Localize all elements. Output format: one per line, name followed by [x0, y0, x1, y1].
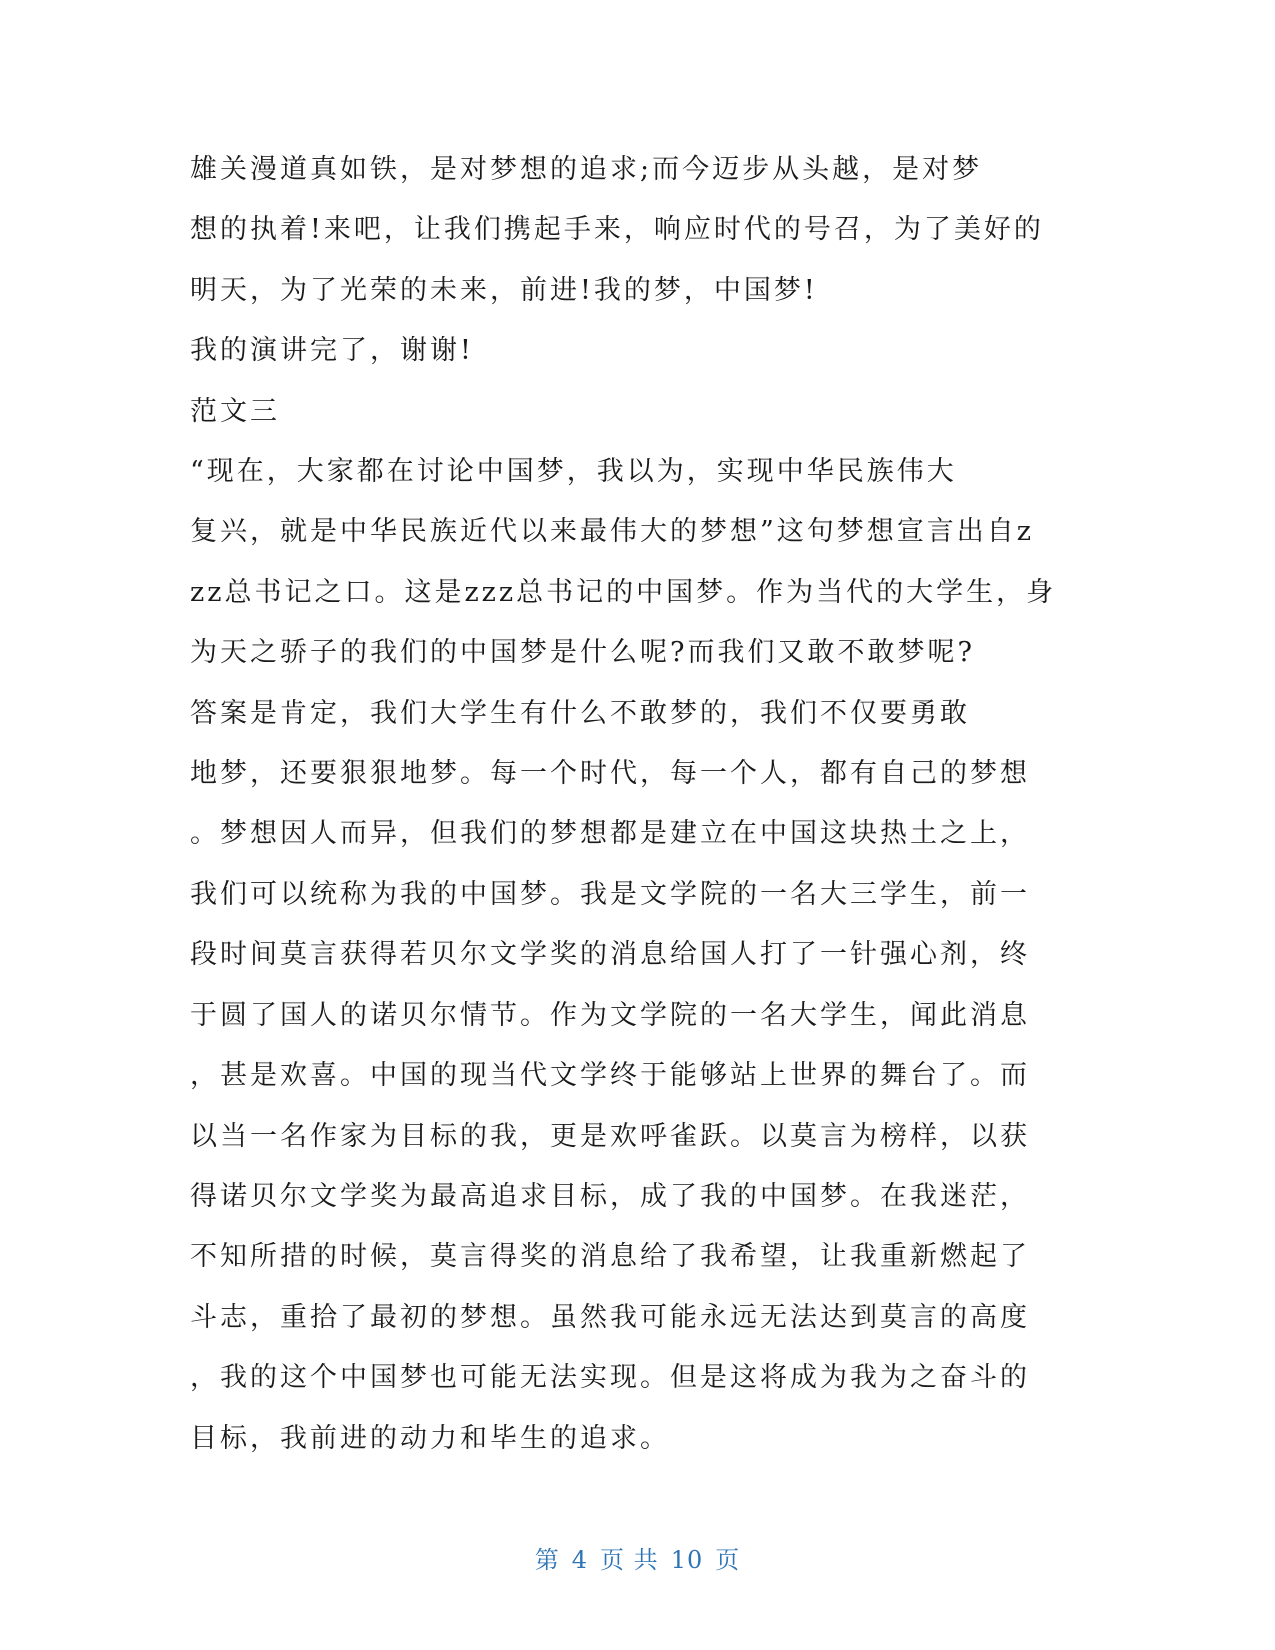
footer-total-pages: 10: [670, 1546, 704, 1574]
footer-page-number: 4: [571, 1546, 589, 1574]
paragraph-quote: “现在，大家都在讨论中国梦，我以为，实现中华民族伟大 复兴，就是中华民族近代以来最伟大的梦想”这句梦想宣言出自z zz总书记之口。这是zzz总书记的中国梦。作为当代的大学生，身 为天之骄子的我们的中国梦是什么呢?而我们又敢不敢梦呢?: [190, 456, 1057, 669]
paragraph-answer: 答案是肯定，我们大学生有什么不敢梦的，我们不仅要勇敢 地梦，还要狠狠地梦。每一个时代，每一个人，都有自己的梦想 。梦想因人而异，但我们的梦想都是建立在中国这块热土之上， 我们可以统称为我的中国梦。我是文学院的一名大三学生，前一 段时间莫言获得若贝尔文学奖的消息给国人打了一针强心剂，终 于圆了国人的诺贝尔情节。作为文学院的一名大学生，闻此消息 ，甚是欢喜。中国的现当代文学终于能够站上世界的舞台了。而 以当一名作家为目标的我，更是欢呼雀跃。以莫言为榜样，以获 得诺贝尔文学奖为最高追求目标，成了我的中国梦。在我迷茫， 不知所措的时候，莫言得奖的消息给了我希望，让我重新燃起了 斗志，重拾了最初的梦想。虽然我可能永远无法达到莫言的高度 ，我的这个中国梦也可能无法实现。但是这将成为我为之奋斗的 目标，我前进的动力和毕生的追求。: [190, 697, 1030, 1454]
paragraph-thanks: 我的演讲完了，谢谢!: [190, 335, 474, 367]
footer-prefix: 第: [534, 1546, 560, 1574]
page-footer: [0, 1540, 1275, 1575]
footer-middle: 页 共: [600, 1546, 659, 1574]
section-heading: 范文三: [190, 395, 280, 427]
footer-suffix: 页: [715, 1546, 741, 1574]
body-text: [190, 140, 1080, 1469]
paragraph-closing-quote: 雄关漫道真如铁，是对梦想的追求;而今迈步从头越，是对梦 想的执着!来吧，让我们携起手来，响应时代的号召，为了美好的 明天，为了光荣的未来，前进!我的梦，中国梦!: [190, 154, 1044, 306]
